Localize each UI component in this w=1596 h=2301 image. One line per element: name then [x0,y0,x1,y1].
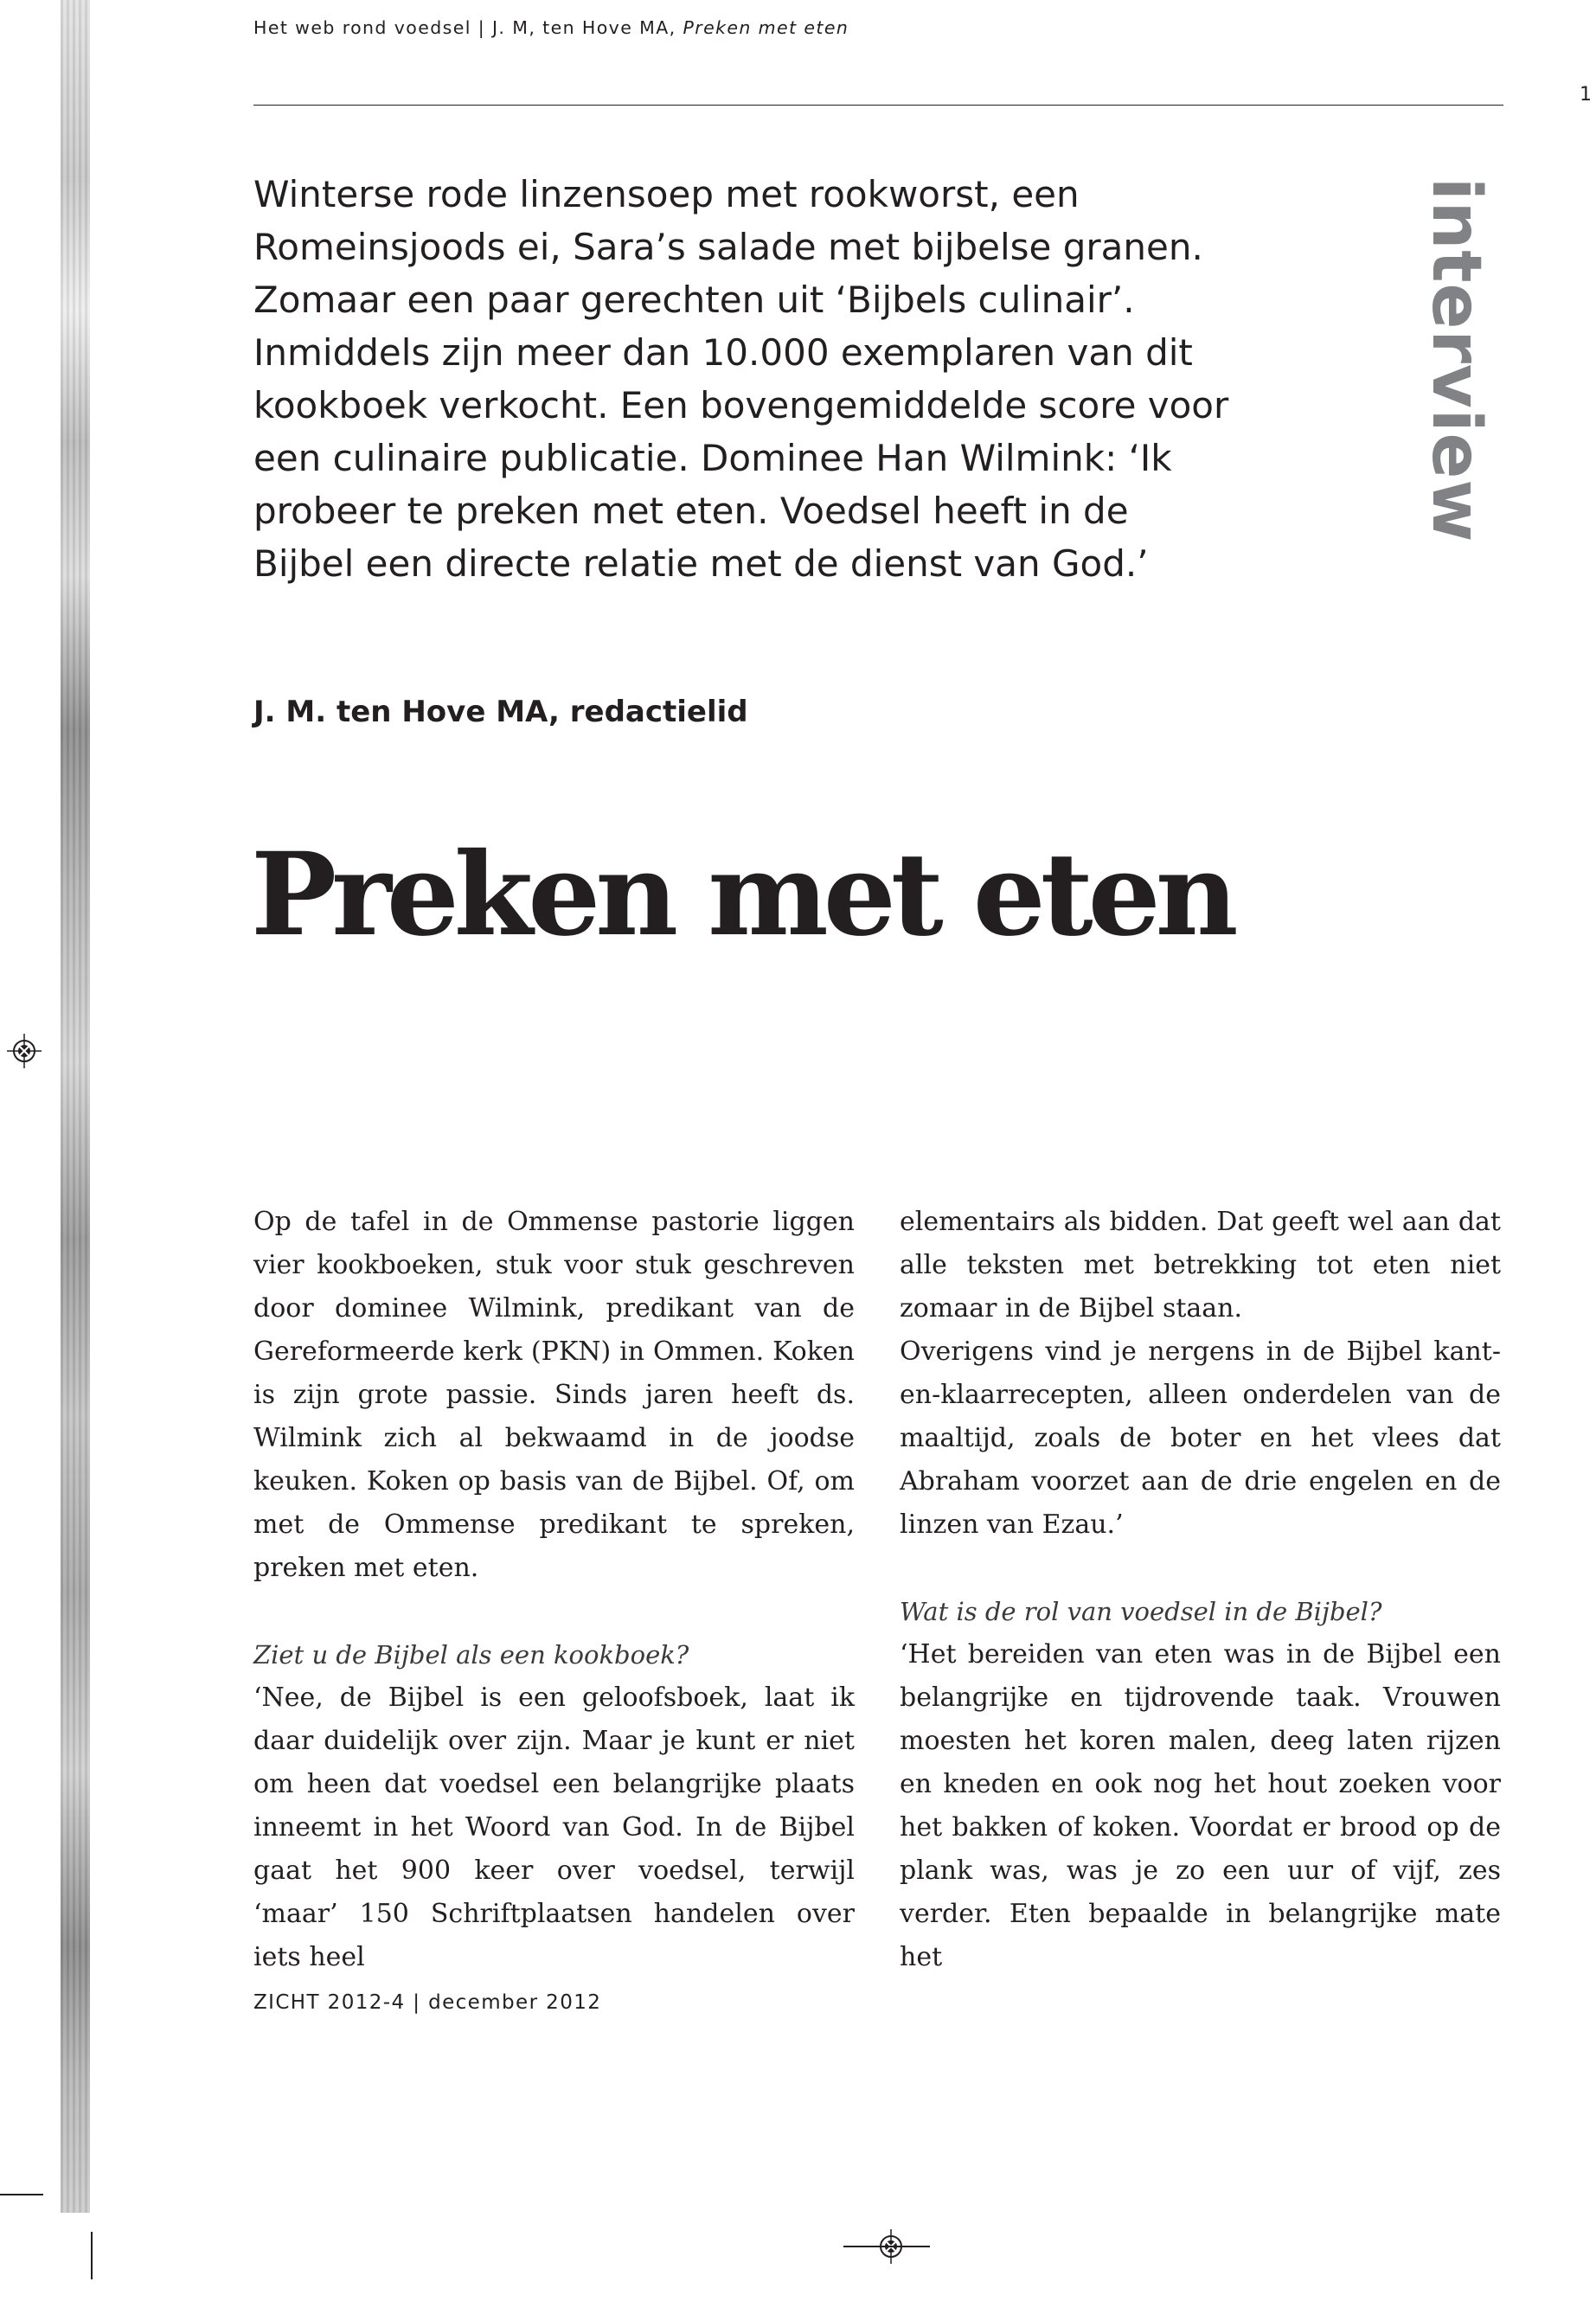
body-column-left [253,1201,855,1979]
crop-mark [843,2246,930,2247]
body-paragraph: ‘Nee, de Bijbel is een geloofsboek, laat ik daar duidelijk over zijn. Maar je kunt er niet om heen dat voedsel een belangrijke plaats inneemt in het Woord van God. In de Bijbel gaat het 900 keer over voedsel, terwijl ‘maar’ 150 Schriftplaatsen handelen over iets heel [253,1682,855,1972]
body-paragraph: ‘Het bereiden van eten was in de Bijbel een belangrijke en tijdrovende taak. Vrouwen moesten het koren malen, deeg laten rijzen en kneden en ook nog het hout zoeken voor het bakken of koken. Voordat er brood op de plank was, was je zo een uur of vijf, zes verder. Eten bepaalde in belangrijke mate het [900,1639,1501,1972]
crop-mark [91,2232,93,2279]
interview-question: Wat is de rol van voedsel in de Bijbel? [900,1597,1382,1626]
body-paragraph: Overigens vind je nergens in de Bijbel kant-en-klaarrecepten, alleen onderdelen van de maaltijd, zoals de boter en het vlees dat Abraham voorzet aan de drie engelen en de linzen van Ezau.’ [900,1336,1501,1540]
page-number: 1 [1580,84,1592,106]
running-head-text: Het web rond voedsel | J. M, ten Hove MA, [253,17,683,38]
section-tag: interview [1417,177,1495,543]
photo-edge-strip [61,0,90,2213]
registration-mark-icon [7,1034,42,1068]
body-column-right [900,1201,1501,1979]
header-rule [253,105,1503,106]
page-footer: ZICHT 2012-4 | december 2012 [253,1991,602,2014]
running-head [253,17,849,38]
article-title: Preken met eten [251,828,1234,962]
body-paragraph: elementairs als bidden. Dat geeft wel aan dat alle teksten met betrekking tot eten niet zomaar in de Bijbel staan. [900,1207,1501,1324]
byline: J. M. ten Hove MA, redactielid [253,695,748,729]
intro-lead: Winterse rode linzensoep met rookworst, een Romeinsjoods ei, Sara’s salade met bijbelse granen. Zomaar een paar gerechten uit ‘Bijbels culinair’. Inmiddels zijn meer dan 10.000 exemplaren van dit kookboek verkocht. Een bovengemiddelde score voor een culinaire publicatie. Dominee Han Wilmink: ‘Ik probeer te preken met eten. Voedsel heeft in de Bijbel een directe relatie met de dienst van God.’ [253,173,1229,585]
crop-mark [0,2194,43,2195]
running-head-article-title: Preken met eten [683,17,849,38]
interview-question: Ziet u de Bijbel als een kookboek? [253,1640,689,1670]
body-paragraph: Op de tafel in de Ommense pastorie liggen vier kookboeken, stuk voor stuk geschreven door dominee Wilmink, predikant van de Gereformeerde kerk (PKN) in Ommen. Koken is zijn grote passie. Sinds jaren heeft ds. Wilmink zich al bekwaamd in de joodse keuken. Koken op basis van de Bijbel. Of, om met de Ommense predikant te spreken, preken met eten. [253,1207,855,1583]
